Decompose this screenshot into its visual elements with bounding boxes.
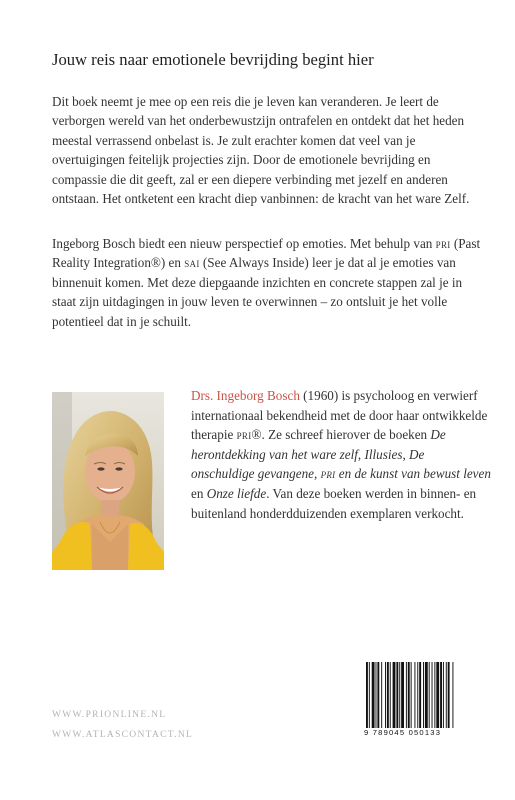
intro-paragraph: Dit boek neemt je mee op een reis die je leven kan veranderen. Je leert de verborgen wereld van het onderbewustzijn ontrafelen en ontdekt dat het heden meestal verrassend onbelast is. Je zult erachter komen dat veel van je overtuigingen feitelijk projecties zijn. Door de emotionele bevrijding en compassie die dit geeft, zal er een diepere verbinding met jezelf en anderen ontstaan. Het ontketent een kracht diep vanbinnen: de kracht van het ware Zelf. (52, 94, 470, 207)
author-name: Drs. Ingeborg Bosch (191, 388, 300, 403)
bio-sep-3: , (313, 466, 321, 482)
barcode-bar (419, 662, 421, 728)
barcode-bar (434, 662, 435, 728)
author-bio (191, 386, 491, 523)
barcode-bar (429, 662, 430, 728)
barcode-bar (406, 662, 407, 728)
barcode-bar (387, 662, 389, 728)
book-title-1: De herontdekking van het ware zelf (191, 427, 446, 462)
barcode-bar (440, 662, 442, 728)
barcode-bar (446, 662, 447, 728)
bio-text-3: . Van deze boeken werden in binnen- en buitenland honderdduizenden exemplaren verkocht. (191, 485, 477, 521)
bio-sep-1: , (357, 446, 365, 462)
barcode-bar (425, 662, 428, 728)
book-title-4-pri: pri (320, 466, 336, 482)
barcode-bar (452, 662, 453, 728)
website-atlascontact: WWW.ATLASCONTACT.NL (52, 730, 194, 740)
bio-text-1: (1960) is psycholoog en verwierf internationaal bekendheid met de door haar ontwikkelde therapie (191, 388, 488, 443)
barcode-bar (390, 662, 391, 728)
bio-sep-4: en (191, 485, 207, 501)
barcode-bar (385, 662, 386, 728)
barcode-bar (369, 662, 370, 728)
method-text-2: (Past Reality Integration®) en (52, 236, 481, 271)
barcode-bar (377, 662, 379, 728)
barcode-bar (448, 662, 450, 728)
book-title-4-rest: en de kunst van bewust leven (335, 466, 491, 482)
bio-text-2: ®. Ze schreef hierover de boeken (251, 427, 431, 443)
barcode-bar (376, 662, 377, 728)
book-title-4 (321, 466, 491, 481)
barcode-bar (396, 662, 398, 728)
barcode-bar (417, 662, 418, 728)
bio-pri-abbreviation: pri (236, 427, 252, 443)
barcode-bar (408, 662, 410, 728)
book-title-2: Illusies (364, 446, 403, 462)
bio-sep-2: , (402, 446, 410, 462)
method-text-3: (See Always Inside) leer je dat al je emoties van binnenuit komen. Met deze diepgaande inzichten en concrete stappen zal je in staat zijn uitdagingen in jouw leven te overwinnen – zo ontsluit je het volle potentieel dat in je schuilt. (52, 255, 463, 329)
pri-abbreviation: pri (435, 236, 451, 251)
author-photo (52, 392, 164, 570)
book-title-5: Onze liefde (206, 485, 267, 501)
barcode-bar (393, 662, 396, 728)
barcode-bar (436, 662, 439, 728)
website-prionline: WWW.PRIONLINE.NL (52, 710, 167, 720)
barcode-bar (372, 662, 375, 728)
isbn-digits: 9 789045 050133 (364, 728, 482, 737)
barcode-bar (414, 662, 415, 728)
method-text-1: Ingeborg Bosch biedt een nieuw perspectief op emoties. Met behulp van (52, 236, 436, 251)
back-cover-heading: Jouw reis naar emotionele bevrijding begint hier (52, 50, 374, 69)
book-title-3: De onschuldige gevangene (191, 446, 425, 482)
barcode-bar (401, 662, 404, 728)
barcode-bar (399, 662, 400, 728)
barcode-bar (432, 662, 433, 728)
barcode-bar (423, 662, 424, 728)
method-paragraph (52, 234, 482, 331)
barcode-bar (411, 662, 412, 728)
sai-abbreviation: sai (184, 255, 200, 271)
barcode-bar (366, 662, 368, 728)
barcode-bar (443, 662, 444, 728)
barcode-bar (381, 662, 382, 728)
